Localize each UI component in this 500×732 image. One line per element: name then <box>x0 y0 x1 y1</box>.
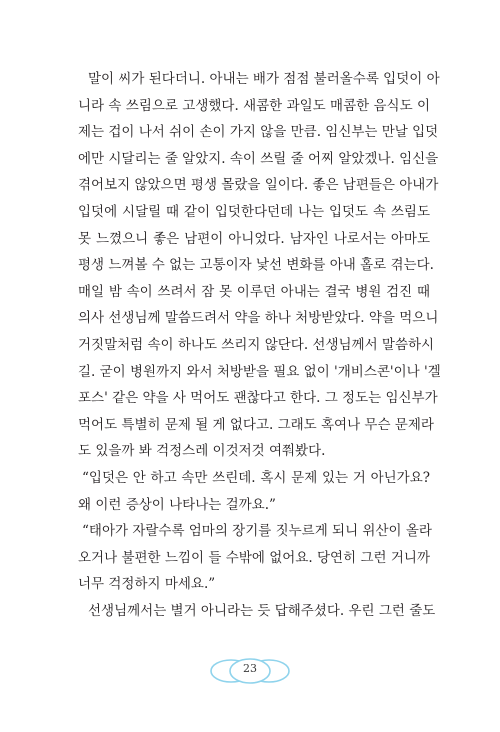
text-line: 선생님께서는 별거 아니라는 듯 답해주셨다. 우린 그런 줄도 <box>88 602 436 619</box>
text-line: 입덧에 시달릴 때 같이 입덧한다던데 나는 입덧도 속 쓰림도 <box>78 203 430 220</box>
text-line: 니라 속 쓰림으로 고생했다. 새콤한 과일도 매콤한 음식도 이 <box>78 97 430 114</box>
text-line: 도 있을까 봐 걱정스레 이것저것 여쭤봤다. <box>78 443 326 460</box>
text-line: 의사 선생님께 말씀드려서 약을 하나 처방받았다. 약을 먹으니 <box>78 310 439 327</box>
text-line: 포스' 같은 약을 사 먹어도 괜찮다고 한다. 그 정도는 임신부가 <box>78 390 438 407</box>
text-line: 너무 걱정하지 마세요.” <box>78 576 216 593</box>
text-line: 매일 밤 속이 쓰려서 잠 못 이루던 아내는 결국 병원 검진 때 <box>78 283 430 300</box>
text-line: 못 느꼈으니 좋은 남편이 아니었다. 남자인 나로서는 아마도 <box>78 230 430 247</box>
text-line: “입덧은 안 하고 속만 쓰린데. 혹시 문제 있는 거 아닌가요? <box>82 469 430 486</box>
text-line: 왜 이런 증상이 나타나는 걸까요.” <box>78 496 276 513</box>
text-line: 겪어보지 않았으면 평생 몰랐을 일이다. 좋은 남편들은 아내가 <box>78 177 439 194</box>
text-line: 에만 시달리는 줄 알았지. 속이 쓰릴 줄 어찌 알았겠나. 임신을 <box>78 150 439 167</box>
text-line: 길. 굳이 병원까지 와서 처방받을 필요 없이 '개비스콘'이나 '겔 <box>78 363 441 380</box>
text-line: 제는 겁이 나서 쉬이 손이 가지 않을 만큼. 임신부는 만날 입덧 <box>78 124 439 141</box>
page-number: 23 <box>243 662 257 675</box>
text-line: 말이 씨가 된다더니. 아내는 배가 점점 불러올수록 입덧이 아 <box>88 71 440 87</box>
text-line: 먹어도 특별히 문제 될 게 없다고. 그래도 혹여나 무슨 문제라 <box>78 416 434 433</box>
text-line: 거짓말처럼 속이 하나도 쓰리지 않단다. 선생님께서 말씀하시 <box>78 336 435 353</box>
body-text <box>78 66 441 624</box>
text-line: 오거나 불편한 느낌이 들 수밖에 없어요. 당연히 그런 거니까 <box>78 549 430 566</box>
text-line: “태아가 자랄수록 엄마의 장기를 짓누르게 되니 위산이 올라 <box>82 523 432 540</box>
text-line: 평생 느껴볼 수 없는 고통이자 낯선 변화를 아내 홀로 겪는다. <box>78 257 434 274</box>
page-footer <box>207 656 293 686</box>
